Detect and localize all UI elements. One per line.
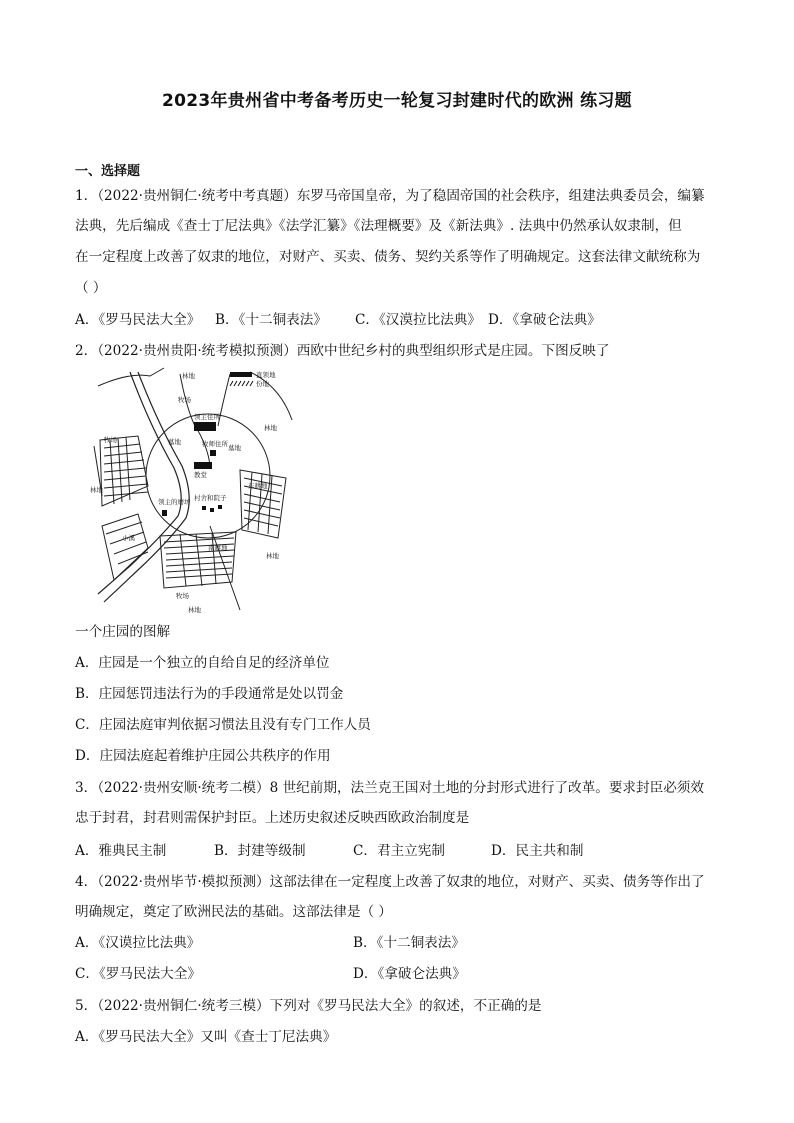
mill-marker xyxy=(162,510,167,516)
legend-demesne-swatch xyxy=(230,372,252,377)
manor-map xyxy=(90,366,300,616)
cottage-marker xyxy=(210,508,214,512)
label-south-field: 南耕地 xyxy=(208,544,228,552)
legend-holding-label: 份地 xyxy=(256,380,269,388)
label-priest-house: 牧师住所 xyxy=(202,440,228,448)
q1-option-d: D．《拿破仑法典》 xyxy=(488,312,601,328)
q4-option-d: D．《拿破仑法典》 xyxy=(353,966,466,982)
section-heading: 一、选择题 xyxy=(75,164,141,179)
q4-line-1: 4．（2022·贵州毕节·模拟预测）这部法律在一定程度上改善了奴隶的地位，对财产、买卖、债务等作出了 xyxy=(75,874,705,890)
cottage-marker xyxy=(202,506,206,510)
west-field xyxy=(100,436,148,506)
label-forest-right: 林地 xyxy=(264,424,277,432)
label-manor-house: 领主住所 xyxy=(194,413,220,421)
legend-holding-swatch xyxy=(230,381,253,386)
manor-house-marker xyxy=(194,422,216,431)
label-cemetery-left: 墓地 xyxy=(168,438,181,446)
q1-option-a: A．《罗马民法大全》 xyxy=(75,312,201,328)
label-village: 村舍和院子 xyxy=(194,494,227,502)
q1-option-b: B．《十二铜表法》 xyxy=(215,312,327,328)
stream-line xyxy=(98,372,181,594)
label-forest-right-low: 林地 xyxy=(266,552,279,560)
q3-option-a: A．雅典民主制 xyxy=(75,843,167,859)
southwest-field xyxy=(102,514,148,580)
q1-line-2: 法典，先后编成《查士丁尼法典》《法学汇纂》《法理概要》及《新法典》. 法典中仍然承认奴隶制，但 xyxy=(75,218,682,234)
q2-option-d: D．庄园法庭起着维护庄园公共秩序的作用 xyxy=(75,748,331,764)
label-pasture-bottom: 牧场 xyxy=(176,592,189,600)
q2-caption: 一个庄园的图解 xyxy=(75,624,171,640)
label-forest-left: 林地 xyxy=(90,486,103,494)
q5-line: 5．（2022·贵州铜仁·统考三模）下列对《罗马民法大全》的叙述，不正确的是 xyxy=(75,998,542,1014)
q2-option-c: C．庄园法庭审判依据习惯法且没有专门工作人员 xyxy=(75,717,371,733)
cottage-marker xyxy=(218,505,222,509)
label-forest-bottom: 林地 xyxy=(188,606,201,614)
q3-line-1: 3．（2022·贵州安顺·统考二模）8 世纪前期，法兰克王国对土地的分封形式进行了改革。要求封臣必须效 xyxy=(75,780,704,796)
q3-option-c: C．君主立宪制 xyxy=(353,843,445,859)
label-mill: 领主的磨坊 xyxy=(158,498,191,506)
q1-option-c: C．《汉漠拉比法典》 xyxy=(355,312,481,328)
church-marker xyxy=(194,462,212,469)
q2-option-a: A．庄园是一个独立的自给自足的经济单位 xyxy=(75,655,330,671)
q5-option-a: A．《罗马民法大全》又叫《查士丁尼法典》 xyxy=(75,1029,337,1045)
q3-option-d: D．民主共和制 xyxy=(491,843,584,859)
q2-option-b: B．庄园惩罚违法行为的手段通常是处以罚金 xyxy=(75,686,344,702)
label-cemetery-right: 墓地 xyxy=(228,444,241,452)
q4-option-b: B．《十二铜表法》 xyxy=(353,935,465,951)
q3-option-b: B．封建等级制 xyxy=(214,843,306,859)
q2-line: 2．（2022·贵州贵阳·统考模拟预测）西欧中世纪乡村的典型组织形式是庄园。下图反映了 xyxy=(75,343,610,359)
label-pasture-top: 牧场 xyxy=(178,396,191,404)
label-pasture-left: 牧场 xyxy=(104,436,117,444)
label-church: 教堂 xyxy=(194,471,207,479)
q4-option-a: A．《汉谟拉比法典》 xyxy=(75,935,201,951)
q3-line-2: 忠于封君，封君则需保护封臣。上述历史叙述反映西欧政治制度是 xyxy=(75,810,470,826)
label-forest-top: 林地 xyxy=(182,372,195,380)
label-east-field: 东耕地 xyxy=(248,482,268,490)
label-stream: 小溪 xyxy=(122,534,135,542)
q1-line-3: 在一定程度上改善了奴隶的地位，对财产、买卖、债务、契约关系等作了明确规定。这套法律文献统称为 xyxy=(75,249,701,265)
priest-house-marker xyxy=(210,450,216,456)
south-field xyxy=(160,532,236,588)
q1-line-1: 1．（2022·贵州铜仁·统考中考真题）东罗马帝国皇帝，为了稳固帝国的社会秩序，组建法典委员会，编纂 xyxy=(75,188,705,204)
page-title: 2023年贵州省中考备考历史一轮复习封建时代的欧洲 练习题 xyxy=(162,91,632,111)
q4-line-2: 明确规定，奠定了欧洲民法的基础。这部法律是（ ） xyxy=(75,904,392,920)
q1-line-4: （ ） xyxy=(75,280,107,296)
q4-option-c: C．《罗马民法大全》 xyxy=(75,966,201,982)
legend-demesne-label: 直领地 xyxy=(256,371,276,379)
